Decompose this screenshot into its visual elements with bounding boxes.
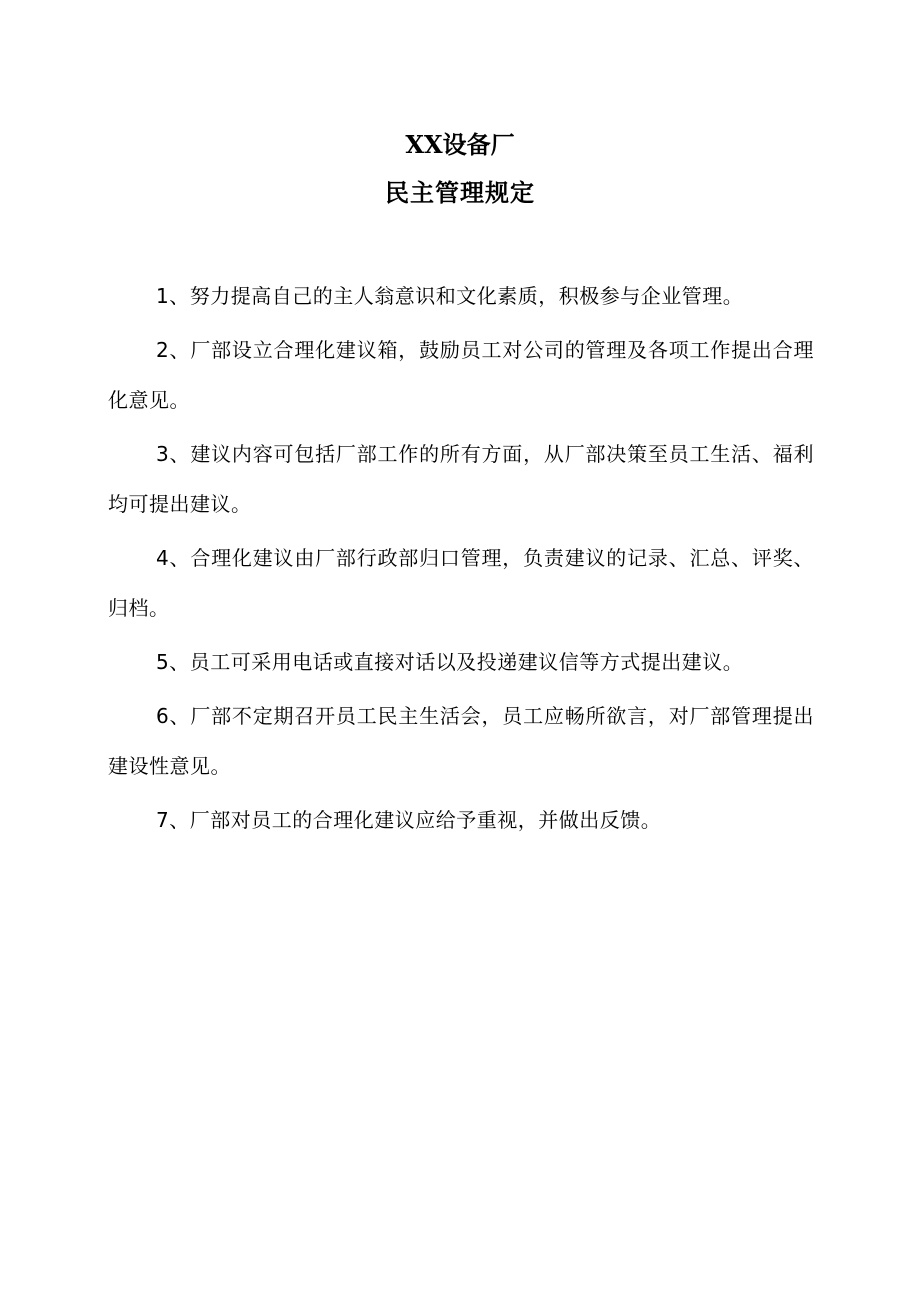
document-title (0, 130, 920, 160)
document-body (108, 271, 814, 849)
rule-paragraph-4: 4、合理化建议由厂部行政部归口管理，负责建议的记录、汇总、评奖、归档。 (108, 546, 814, 620)
rule-paragraph-3: 3、建议内容可包括厂部工作的所有方面，从厂部决策至员工生活、福利均可提出建议。 (108, 442, 814, 516)
rule-paragraph-2: 2、厂部设立合理化建议箱，鼓励员工对公司的管理及各项工作提出合理化意见。 (108, 338, 814, 412)
rule-paragraph-7: 7、厂部对员工的合理化建议应给予重视，并做出反馈。 (156, 808, 662, 832)
rule-paragraph-1: 1、努力提高自己的主人翁意识和文化素质，积极参与企业管理。 (156, 284, 744, 308)
title-prefix: XX (405, 130, 443, 159)
rule-paragraph-5: 5、员工可采用电话或直接对话以及投递建议信等方式提出建议。 (156, 650, 744, 674)
rule-paragraph-6: 6、厂部不定期召开员工民主生活会，员工应畅所欲言，对厂部管理提出建设性意见。 (108, 704, 814, 778)
document-subtitle: 民主管理规定 (385, 179, 535, 207)
title-suffix: 设备厂 (442, 130, 515, 159)
